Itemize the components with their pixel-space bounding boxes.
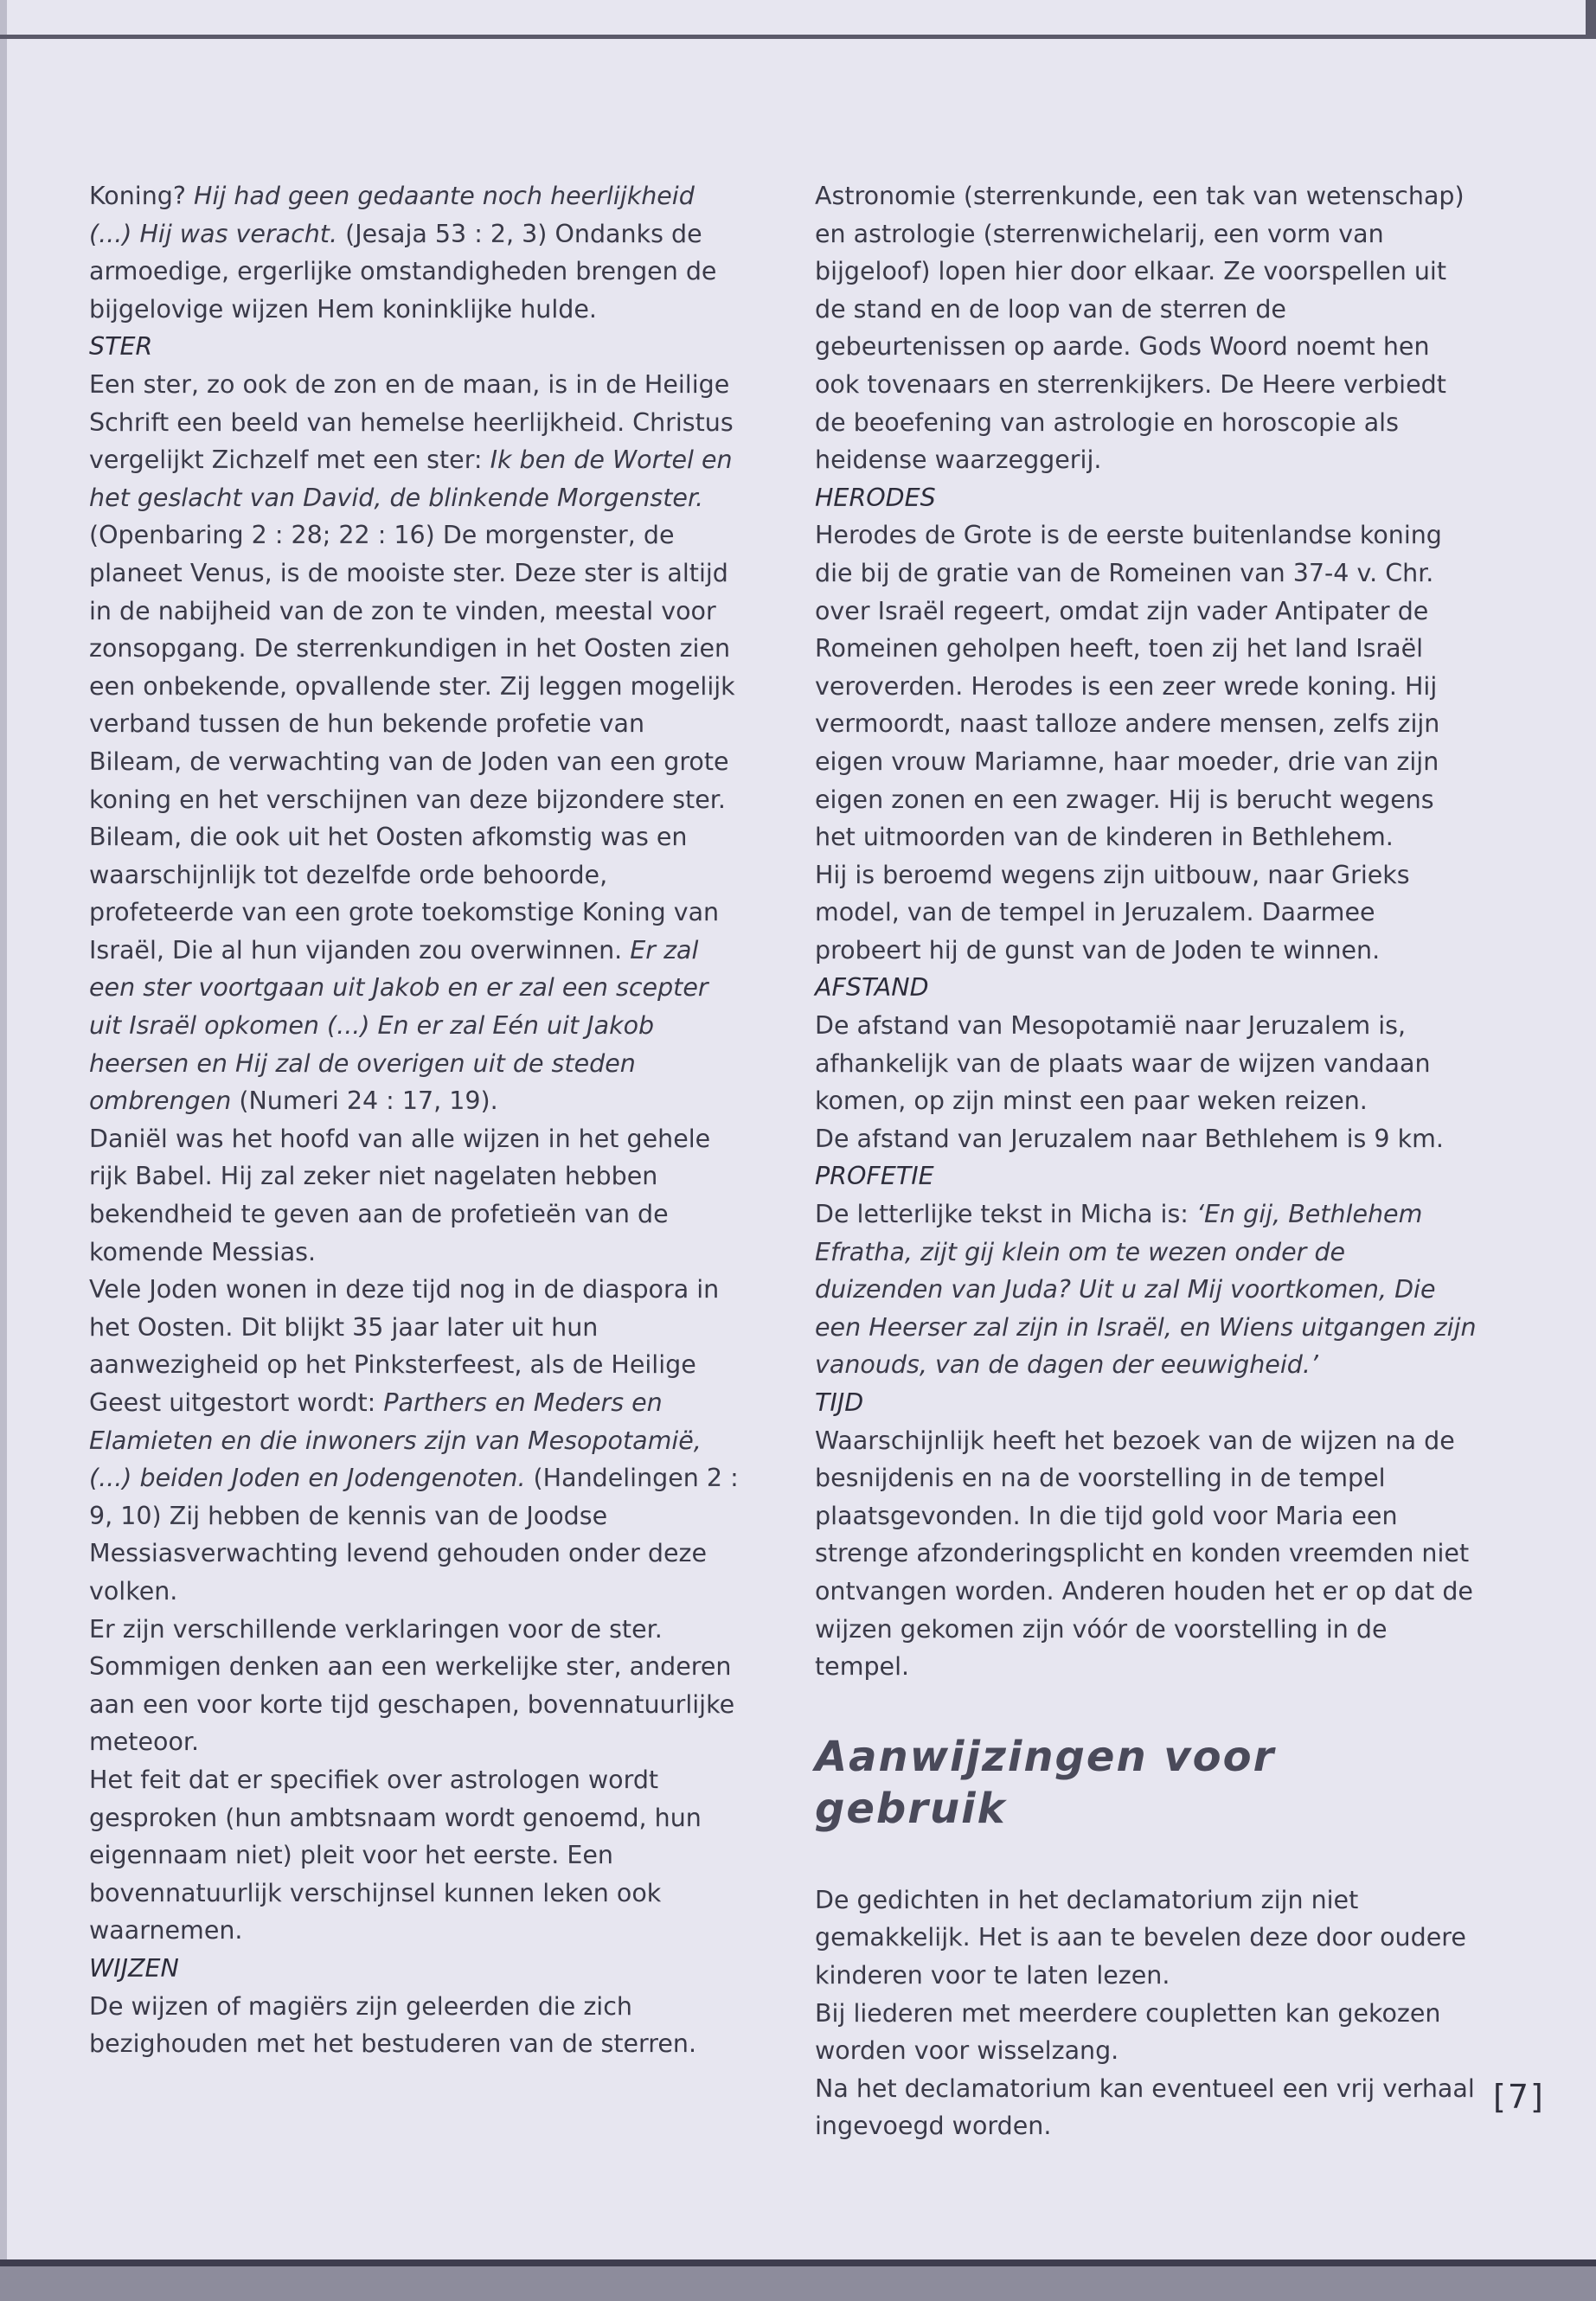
paragraph (89, 1120, 745, 1271)
subheading-wijzen: WIJZEN (89, 1953, 179, 1983)
paragraph (89, 818, 745, 1120)
subheading-tijd: TIJD (815, 1388, 864, 1417)
text-run: De afstand van Jeruzalem naar Bethlehem is 9 km. (815, 1124, 1444, 1153)
text-run: Koning? (89, 182, 195, 210)
text-run: Daniël was het hoofd van alle wijzen in het gehele rijk Babel. Hij zal zeker niet nagelaten hebben bekendheid te geven aan de profetieën van de komende Messias. (89, 1124, 711, 1266)
text-run: De afstand van Mesopotamië naar Jeruzalem is, afhankelijk van de plaats waar de wijzen vandaan komen, op zijn minst een paar weken reizen. (815, 1011, 1431, 1116)
scripture-quote: Hij had geen gedaante noch heerlijkheid (...) Hij was veracht. (89, 182, 695, 248)
subheading-herodes: HERODES (815, 483, 936, 512)
scripture-quote: Parthers en Meders en Elamieten en die inwoners zijn van Mesopotamië, (...) beiden Joden en Jodengenoten. (89, 1388, 702, 1493)
subheading-afstand: AFSTAND (815, 973, 929, 1003)
paragraph (815, 856, 1481, 970)
text-run: Herodes de Grote is de eerste buitenlandse koning die bij de gratie van de Romeinen van 37-4 v. Chr. over Israël regeert, omdat zijn vader Antipater de Romeinen geholpen heeft, toen zij het land Israël veroverden. Herodes is een zeer wrede koning. Hij vermoordt, naast talloze andere mensen, zelfs zijn eigen vrouw Mariamne, haar moeder, drie van zijn eigen zonen en een zwager. Hij is berucht wegens het uitmoorden van de kinderen in Bethlehem. (815, 521, 1442, 852)
text-run: Een ster, zo ook de zon en de maan, is in de Heilige Schrift een beeld van hemelse heerlijkheid. Christus vergelijkt Zichzelf met een ster: (89, 369, 734, 475)
paragraph (89, 1988, 745, 2063)
text-run: De wijzen of magiërs zijn geleerden die zich bezighouden met het bestuderen van de sterren. (89, 1991, 697, 2059)
paragraph (815, 1120, 1481, 1158)
top-rule-accent (1586, 0, 1596, 38)
section-paragraph: Na het declamatorium kan eventueel een vrij verhaal ingevoegd worden. (815, 2073, 1475, 2141)
paragraph (815, 1422, 1481, 1686)
bottom-band (0, 2266, 1596, 2301)
left-column (89, 177, 745, 2063)
paragraph (815, 516, 1481, 856)
page-number: [7] (1493, 2078, 1545, 2116)
bottom-rule (0, 2259, 1596, 2266)
paragraph (89, 1271, 745, 1610)
right-column-body (815, 177, 1481, 1686)
paragraph (89, 177, 745, 328)
paragraph (89, 1611, 745, 1761)
right-column (815, 177, 1481, 2145)
text-run: (Numeri 24 : 17, 19). (231, 1086, 498, 1116)
paragraph (89, 366, 745, 818)
paragraph (815, 177, 1481, 479)
text-run: Vele Joden wonen in deze tijd nog in de diaspora in het Oosten. Dit blijkt 35 jaar later uit hun aanwezigheid op het Pinksterfeest, als de Heilige Geest uitgestort wordt: (89, 1275, 720, 1417)
text-run: Er zijn verschillende verklaringen voor de ster. Sommigen denken aan een werkelijke ster, anderen aan een voor korte tijd geschapen, bovennatuurlijke meteoor. (89, 1614, 735, 1757)
scripture-quote: ‘En gij, Bethlehem Efratha, zijt gij klein om te wezen onder de duizenden van Juda? Uit u zal Mij voortkomen, Die een Heerser zal zijn in Israël, en Wiens uitgangen zijn vanouds, van de dagen der eeuwigheid.’ (815, 1200, 1477, 1380)
scripture-quote: Ik ben de Wortel en het geslacht van David, de blinkende Morgenster. (89, 445, 733, 512)
page-edge-shadow (0, 0, 7, 2301)
section-paragraph: De gedichten in het declamatorium zijn niet gemakkelijk. Het is aan te bevelen deze door oudere kinderen voor te laten lezen. (815, 1885, 1466, 1990)
text-run: Waarschijnlijk heeft het bezoek van de wijzen na de besnijdenis en na de voorstelling in de tempel plaatsgevonden. In die tijd gold voor Maria een strenge afzonderingsplicht en konden vreemden niet ontvangen worden. Anderen houden het er op dat de wijzen gekomen zijn vóór de voorstelling in de tempel. (815, 1426, 1473, 1682)
paragraph (89, 1761, 745, 1950)
text-run: Hij is beroemd wegens zijn uitbouw, naar Grieks model, van de tempel in Jeruzalem. Daarmee probeert hij de gunst van de Joden te winnen. (815, 860, 1410, 965)
section-title: Aanwijzingen voor gebruik (815, 1732, 1276, 1833)
subheading-profetie: PROFETIE (815, 1162, 934, 1191)
text-run: Astronomie (sterrenkunde, een tak van wetenschap) en astrologie (sterrenwichelarij, een vorm van bijgeloof) lopen hier door elkaar. Ze voorspellen uit de stand en de loop van de sterren de gebeurtenissen op aarde. Gods Woord noemt hen ook tovenaars en sterrenkijkers. De Heere verbiedt de beoefening van astrologie en horoscopie als heidense waarzeggerij. (815, 182, 1465, 475)
paragraph (815, 1007, 1481, 1120)
paragraph (815, 1195, 1481, 1384)
text-run: Het feit dat er specifiek over astrologen wordt gesproken (hun ambtsnaam wordt genoemd, hun eigennaam niet) pleit voor het eerste. Een bovennatuurlijk verschijnsel kunnen leken ook waarnemen. (89, 1765, 702, 1945)
text-run: Bileam, die ook uit het Oosten afkomstig was en waarschijnlijk tot dezelfde orde behoorde, profeteerde van een grote toekomstige Koning van Israël, Die al hun vijanden zou overwinnen. (89, 823, 720, 965)
text-run: (Handelingen 2 : 9, 10) Zij hebben de kennis van de Joodse Messiasverwachting levend gehouden onder deze volken. (89, 1464, 739, 1606)
section-paragraph: Bij liederen met meerdere coupletten kan gekozen worden voor wisselzang. (815, 1998, 1441, 2066)
section-body (815, 1881, 1481, 2145)
top-rule (0, 35, 1596, 39)
text-run: (Openbaring 2 : 28; 22 : 16) De morgenster, de planeet Venus, is de mooiste ster. Deze ster is altijd in de nabijheid van de zon te vinden, meestal voor zonsopgang. De sterrenkundigen in het Oosten zien een onbekende, opvallende ster. Zij leggen mogelijk verband tussen de hun bekende profetie van Bileam, de verwachting van de Joden van een grote koning en het verschijnen van deze bijzondere ster. (89, 521, 735, 814)
scripture-quote: Er zal een ster voortgaan uit Jakob en er zal een scepter uit Israël opkomen (...) En er zal Eén uit Jakob heersen en Hij zal de overigen uit de steden ombrengen (89, 935, 708, 1116)
text-run: De letterlijke tekst in Micha is: (815, 1200, 1196, 1229)
text-run: (Jesaja 53 : 2, 3) Ondanks de armoedige, ergerlijke omstandigheden brengen de bijgelovige wijzen Hem koninklijke hulde. (89, 219, 717, 324)
subheading-ster: STER (89, 332, 153, 362)
